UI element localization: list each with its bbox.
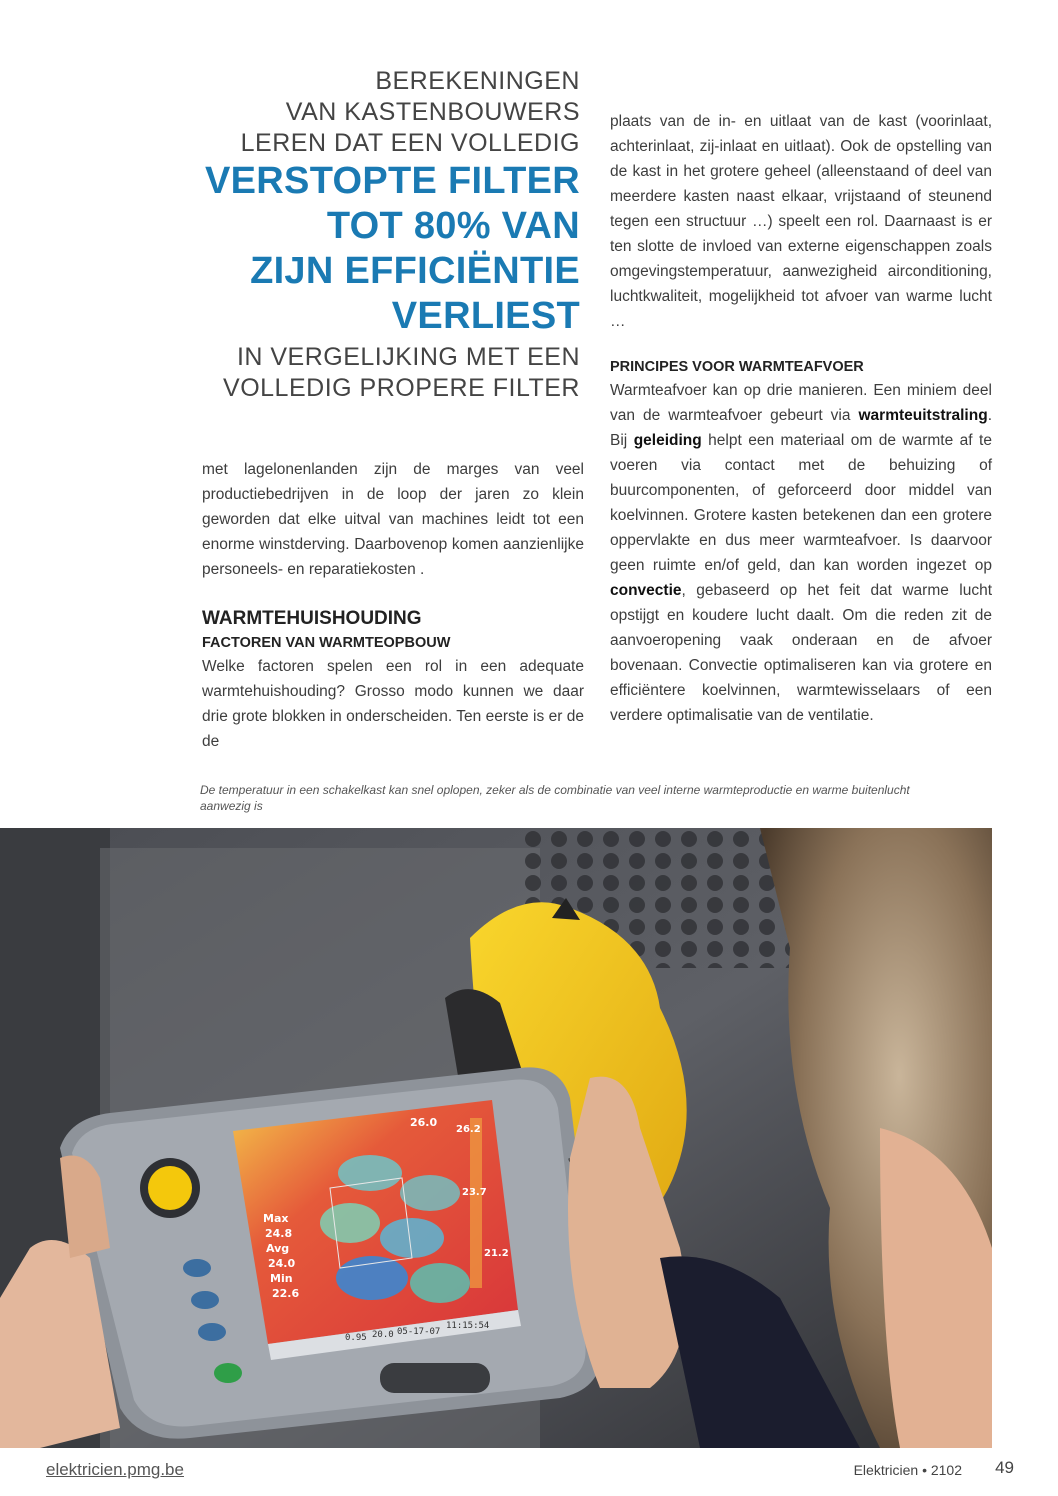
screen-readout-low-right: 21.2 [484, 1248, 509, 1259]
screen-status-time: 11:15:54 [446, 1321, 490, 1331]
screen-min-label: Min [270, 1272, 293, 1285]
section-heading: WARMTEHUISHOUDING [202, 608, 422, 629]
photo-thermal-camera [0, 828, 992, 1448]
body-paragraph [610, 378, 992, 728]
screen-status-temp: 20.0 [372, 1330, 394, 1340]
article-column-right [610, 109, 992, 728]
text-run: , gebaseerd op het feit dat warme lucht opstijgt en koudere lucht daalt. Om die reden zit de aanvoeropening vaak onderaan en de afvoer bovenaan. Convectie optimaliseren kan via grotere en efficiëntere koelvinnen, warmtewisselaars of een verdere optimalisatie van de ventilatie. [610, 582, 992, 724]
screen-avg-label: Avg [266, 1242, 290, 1255]
pull-quote [190, 66, 580, 404]
screen-readout-top-right: 26.2 [456, 1124, 481, 1135]
section-subheading: PRINCIPES VOOR WARMTEAFVOER [610, 359, 864, 375]
pull-quote-line: VOLLEDIG PROPERE FILTER [223, 374, 580, 402]
screen-min-value: 22.6 [272, 1287, 300, 1300]
screen-max-value: 24.8 [265, 1227, 293, 1240]
text-run: Warmteafvoer kan op drie manieren. Een miniem deel van de warmteafvoer gebeurt via [610, 382, 992, 424]
text-run: helpt een materiaal om de warmte af te voeren via contact met de behuizing of buurcomponenten, of geforceerd door middel van koelvinnen. Grotere kasten betekenen dan een grotere oppervlakte en dus meer warmteafvoer. Is daarvoor geen ruimte en/of geld, dan kan worden ingezet op [610, 432, 992, 574]
pull-quote-line: IN VERGELIJKING MET EEN [236, 343, 580, 371]
screen-status-date: 05-17-07 [397, 1327, 441, 1337]
keyword: convectie [610, 582, 682, 599]
thermal-screen [233, 1100, 521, 1360]
screen-readout-mid-right: 23.7 [462, 1187, 487, 1198]
text-run: . Bij [610, 407, 992, 449]
screen-avg-value: 24.0 [268, 1257, 296, 1270]
keyword: warmteuitstraling [858, 407, 988, 424]
article-column-left [202, 457, 584, 754]
section-subheading: FACTOREN VAN WARMTEOPBOUW [202, 635, 451, 651]
body-paragraph: Welke factoren spelen een rol in een adequate warmtehuishouding? Grosso modo kunnen we daar drie grote blokken in onderscheiden. Ten eerste is er de de [202, 658, 584, 750]
page-number: 49 [995, 1458, 1014, 1477]
pull-quote-emphasis: TOT 80% VAN [326, 205, 580, 247]
footer-magazine-issue: Elektricien • 2102 [853, 1462, 962, 1478]
screen-readout-top: 26.0 [410, 1116, 438, 1129]
pull-quote-emphasis: ZIJN EFFICIËNTIE [250, 250, 580, 292]
pull-quote-line: LEREN DAT EEN VOLLEDIG [240, 129, 580, 157]
body-paragraph: plaats van de in- en uitlaat van de kast (voorinlaat, achterinlaat, zij-inlaat en uitlaat). Ook de opstelling van de kast in het grotere geheel (alleenstaand of deel van meerdere kasten naast elkaar, vrijstaand of steunend tegen een structuur …) speelt een rol. Daarnaast is er ten slotte de invloed van externe eigenschappen zoals omgevingstemperatuur, aanwezigheid airconditioning, luchtkwaliteit, mogelijkheid tot afvoer van warme lucht … [610, 113, 992, 330]
pull-quote-line: VAN KASTENBOUWERS [285, 98, 580, 126]
pull-quote-line: BEREKENINGEN [375, 67, 580, 95]
footer-website-link[interactable]: elektricien.pmg.be [46, 1460, 184, 1479]
photo-caption: De temperatuur in een schakelkast kan snel oplopen, zeker als de combinatie van veel interne warmteproductie en warme buitenlucht aanwezig is [200, 783, 910, 813]
screen-max-label: Max [263, 1212, 289, 1225]
screen-status-emissivity: 0.95 [345, 1333, 367, 1343]
keyword: geleiding [633, 432, 702, 449]
pull-quote-emphasis: VERLIEST [391, 295, 580, 337]
intro-paragraph: met lagelonenlanden zijn de marges van veel productiebedrijven in de loop der jaren zo klein geworden dat elke uitval van machines leidt tot een enorme winstderving. Daarbovenop komen aanzienlijke personeels- en reparatiekosten . [202, 461, 584, 578]
pull-quote-emphasis: VERSTOPTE FILTER [205, 160, 580, 202]
